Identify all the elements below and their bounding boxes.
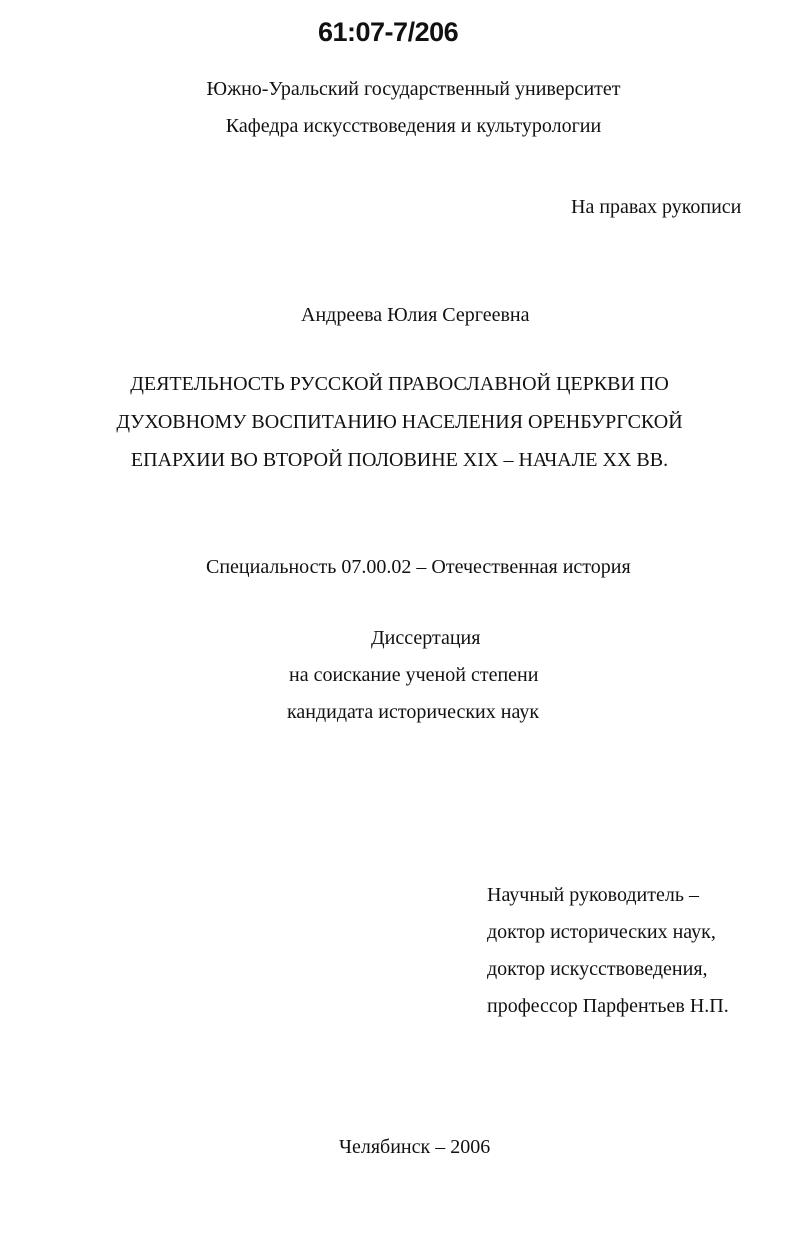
department-name: Кафедра искусствоведения и культурологии — [225, 115, 602, 137]
specialty: Специальность 07.00.02 – Отечественная история — [206, 556, 631, 578]
advisor-line-4: профессор Парфентьев Н.П. — [487, 995, 729, 1017]
manuscript-rights: На правах рукописи — [571, 196, 742, 218]
advisor-line-2: доктор исторических наук, — [487, 921, 716, 943]
catalog-code: 61:07-7/206 — [318, 17, 459, 47]
advisor-line-1: Научный руководитель – — [487, 884, 699, 906]
title-line-3: ЕПАРХИИ ВО ВТОРОЙ ПОЛОВИНЕ XIX – НАЧАЛЕ XX ВВ. — [130, 449, 669, 471]
author-name: Андреева Юлия Сергеевна — [301, 304, 530, 326]
dissertation-line-3: кандидата исторических наук — [287, 701, 540, 723]
university-name: Южно-Уральский государственный университет — [206, 78, 621, 100]
dissertation-line-2: на соискание ученой степени — [289, 664, 539, 686]
city-year: Челябинск – 2006 — [339, 1136, 491, 1158]
advisor-line-3: доктор искусствоведения, — [487, 958, 708, 980]
title-line-2: ДУХОВНОМУ ВОСПИТАНИЮ НАСЕЛЕНИЯ ОРЕНБУРГСКОЙ — [116, 411, 683, 433]
title-line-1: ДЕЯТЕЛЬНОСТЬ РУССКОЙ ПРАВОСЛАВНОЙ ЦЕРКВИ ПО — [130, 373, 669, 395]
dissertation-line-1: Диссертация — [371, 627, 481, 649]
